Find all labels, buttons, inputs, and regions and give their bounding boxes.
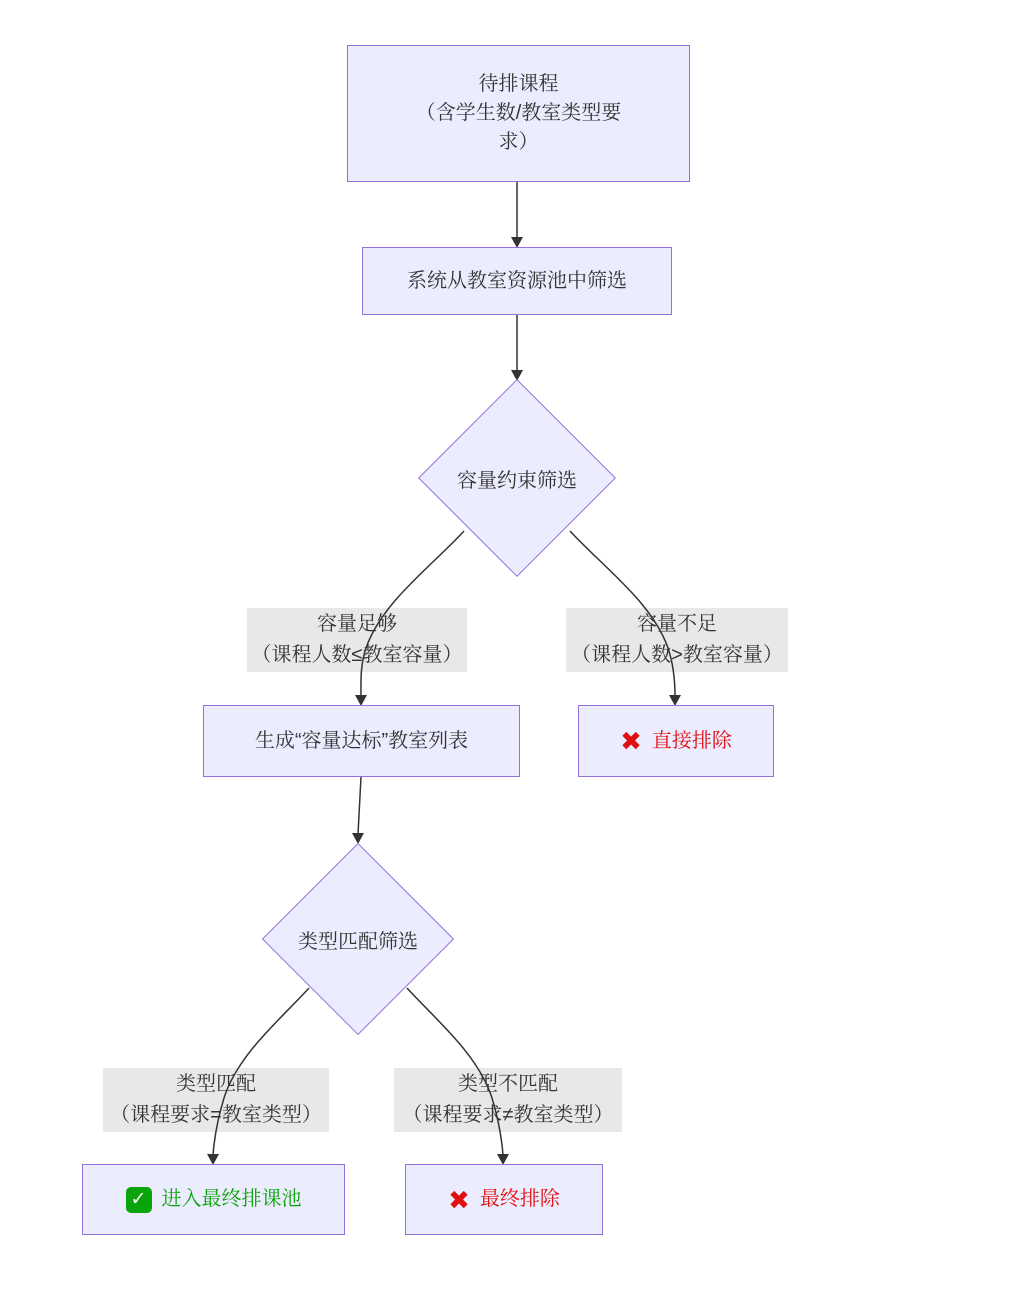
node-filter-label: 系统从教室资源池中筛选 — [407, 269, 627, 292]
check-mark-icon: ✓ — [126, 1187, 152, 1213]
node-final-pool — [82, 1164, 345, 1235]
cross-mark-icon: ✖ — [620, 726, 642, 756]
node-final-exclude — [405, 1164, 603, 1235]
node-start-line3: 求） — [498, 131, 539, 153]
edge-label-type-match — [103, 1068, 329, 1132]
cross-mark-icon: ✖ — [448, 1184, 470, 1215]
edge-label-type-match-line2: （课程要求=教室类型） — [110, 1104, 322, 1126]
edge-label-type-mismatch — [394, 1068, 622, 1132]
node-capacity-list-label: 生成“容量达标”教室列表 — [254, 729, 469, 752]
edge-label-capacity-ok-line1: 容量足够 — [317, 613, 397, 635]
edge-label-capacity-ok-line2: （课程人数≤教室容量） — [251, 644, 463, 666]
edge-label-capacity-insufficient-line2: （课程人数>教室容量） — [571, 644, 783, 666]
edge-label-type-match-line1: 类型匹配 — [176, 1073, 256, 1095]
edge-label-type-mismatch-line1: 类型不匹配 — [458, 1073, 558, 1095]
node-filter — [362, 247, 672, 315]
node-direct-exclude — [578, 705, 774, 777]
node-start-line1: 待排课程 — [478, 73, 559, 95]
node-capacity-list — [203, 705, 520, 777]
edge-label-capacity-insufficient-line1: 容量不足 — [637, 613, 717, 635]
node-final-exclude-label: 最终排除 — [479, 1188, 560, 1210]
node-start — [347, 45, 690, 182]
edge-label-capacity-ok — [247, 608, 467, 672]
decision-type-check-label: 类型匹配筛选 — [298, 930, 418, 953]
edge-list-to-type-check — [358, 777, 361, 834]
edge-label-capacity-insufficient — [566, 608, 788, 672]
decision-capacity-check-label: 容量约束筛选 — [457, 469, 577, 492]
edge-label-type-mismatch-line2: （课程要求≠教室类型） — [402, 1104, 614, 1126]
node-final-pool-label: 进入最终排课池 — [161, 1188, 302, 1210]
node-direct-exclude-label: 直接排除 — [651, 729, 732, 752]
node-start-line2: （含学生数/教室类型要 — [415, 102, 622, 124]
